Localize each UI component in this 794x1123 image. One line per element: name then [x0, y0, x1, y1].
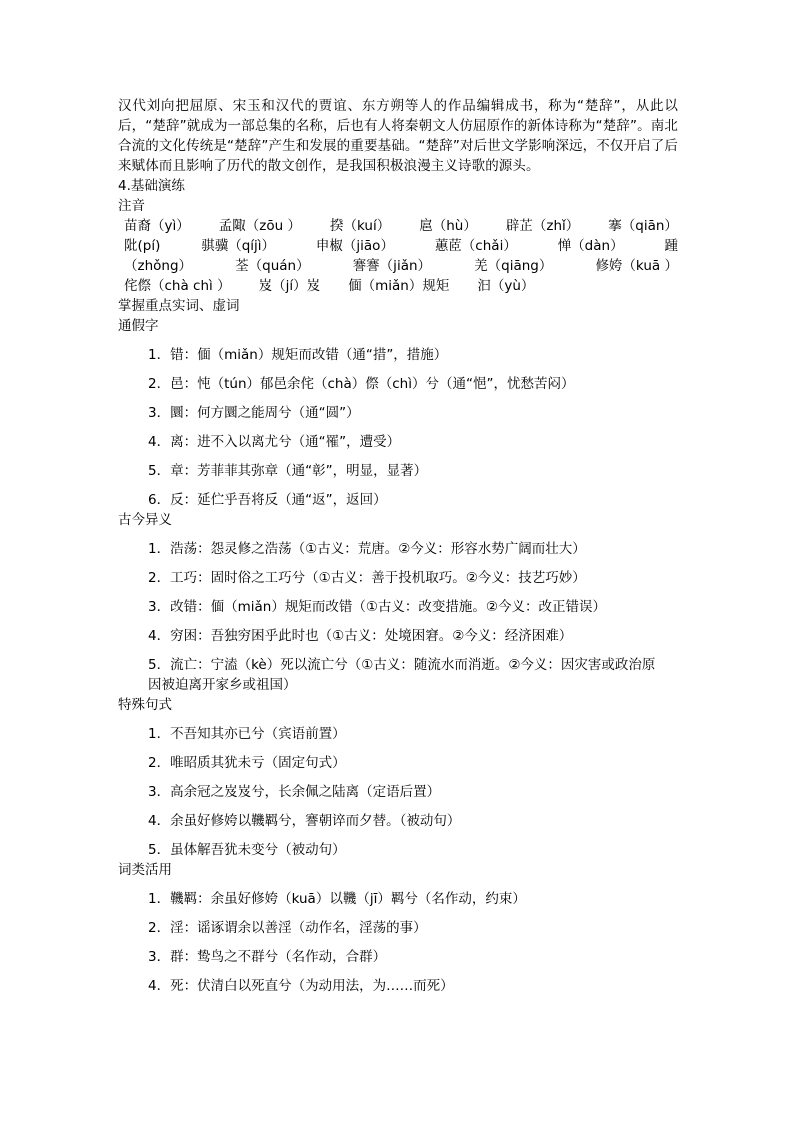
zhuyin-entry: 岌（jí）岌 [258, 278, 321, 294]
list-item: 1．不吾知其亦已兮（宾语前置） [148, 726, 346, 742]
zhuyin-entry: 偭（miǎn）规矩 [348, 278, 450, 294]
zhuyin-entry: 謇謇（jiǎn） [352, 258, 432, 274]
section-4-heading: 4.基础演练 [118, 178, 185, 194]
list-item: 1．浩荡：怨灵修之浩荡（①古义：荒唐。②今义：形容水势广阔而壮大） [148, 541, 586, 557]
list-item: 6．反：延伫乎吾将反（通“返”，返回） [148, 492, 387, 508]
zhuyin-entry: 骐骥（qíjì） [201, 238, 276, 254]
zhuyin-entry: 修姱（kuā ） [595, 258, 678, 274]
list-item: 4．穷困：吾独穷困乎此时也（①古义：处境困窘。②今义：经济困难） [148, 628, 573, 644]
zhuyin-row [124, 216, 678, 236]
zhuyin-entry: 揆（kuí） [329, 218, 391, 234]
list-item: 5．流亡：宁溘（kè）死以流亡兮（①古义：随流水而消逝。②今义：因灾害或政治原 [148, 657, 656, 673]
zhuyin-entry: 孟陬（zōu ） [218, 218, 301, 234]
zhuyin-entry: 阰(pí) [124, 238, 161, 254]
document-page [118, 96, 678, 996]
list-item: 1．鞿羁：余虽好修姱（kuā）以鞿（jī）羁兮（名作动，约束） [148, 891, 526, 907]
list-item: 2．淫：谣诼谓余以善淫（动作名，淫荡的事） [148, 920, 427, 936]
list-item: 5．虽体解吾犹未变兮（被动句） [148, 842, 346, 858]
zhuyin-entry: （zhǒng） [124, 258, 193, 274]
zhuyin-entry: 羌（qiāng） [474, 258, 553, 274]
tongjia-heading: 通假字 [118, 318, 159, 334]
teshu-heading: 特殊句式 [118, 697, 172, 713]
list-item: 3．圜：何方圜之能周兮（通“圆”） [148, 405, 360, 421]
zhuyin-entry: 荃（quán） [235, 258, 310, 274]
zhuyin-row [124, 236, 678, 256]
zhuyin-entry: 踵 [664, 238, 678, 254]
zhuyin-entry: 搴（qiān） [608, 218, 678, 234]
master-heading: 掌握重点实词、虚词 [118, 298, 240, 314]
cilei-heading: 词类活用 [118, 862, 172, 878]
list-item: 4．余虽好修姱以鞿羁兮，謇朝谇而夕替。（被动句） [148, 813, 461, 829]
list-item-continuation: 因被迫离开家乡或祖国） [148, 677, 297, 693]
intro-paragraph: 汉代刘向把屈原、宋玉和汉代的贾谊、东方朔等人的作品编辑成书，称为“楚辞”，从此以后，“楚辞”就成为一部总集的名称，后也有人将秦朝文人仿屈原作的新体诗称为“楚辞”。南北合流的文化传统是“楚辞”产生和发展的重要基础。“楚辞”对后世文学影响深远，不仅开启了后来赋体而且影响了历代的散文创作，是我国积极浪漫主义诗歌的源头。 [118, 98, 678, 174]
zhuyin-entry: 侘傺（chà chì ） [124, 278, 231, 294]
zhuyin-entry: 申椒（jiāo） [315, 238, 394, 254]
zhuyin-entry: 蕙茝（chǎi） [434, 238, 517, 254]
zhuyin-entry: 汩（yù） [477, 278, 535, 294]
list-item: 2．邑：忳（tún）郁邑余侘（chà）傺（chì）兮（通“悒”，忧愁苦闷） [148, 376, 575, 392]
zhuyin-row [124, 276, 678, 296]
list-item: 4．死：伏清白以死直兮（为动用法，为……而死） [148, 978, 454, 994]
list-item: 3．群：鸷鸟之不群兮（名作动，合群） [148, 949, 387, 965]
list-item: 2．工巧：固时俗之工巧兮（①古义：善于投机取巧。②今义：技艺巧妙） [148, 570, 586, 586]
list-item: 1．错：偭（miǎn）规矩而改错（通“措”，措施） [148, 347, 448, 363]
list-item: 2．唯昭质其犹未亏（固定句式） [148, 755, 346, 771]
zhuyin-entry: 辟芷（zhǐ） [505, 218, 580, 234]
zhuyin-entry: 扈（hù） [419, 218, 477, 234]
zhuyin-row [124, 256, 678, 276]
zhuyin-block [118, 216, 678, 296]
list-item: 4．离：进不入以离尤兮（通“罹”，遭受） [148, 434, 401, 450]
list-item: 3．改错：偭（miǎn）规矩而改错（①古义：改变措施。②今义：改正错误） [148, 599, 607, 615]
list-item: 3．高余冠之岌岌兮，长余佩之陆离（定语后置） [148, 784, 441, 800]
gujin-heading: 古今异义 [118, 512, 172, 528]
zhuyin-entry: 惮（dàn） [557, 238, 624, 254]
list-item: 5．章：芳菲菲其弥章（通“彰”，明显，显著） [148, 463, 428, 479]
zhuyin-entry: 苗裔（yì） [124, 218, 190, 234]
zhuyin-heading: 注音 [118, 198, 145, 214]
